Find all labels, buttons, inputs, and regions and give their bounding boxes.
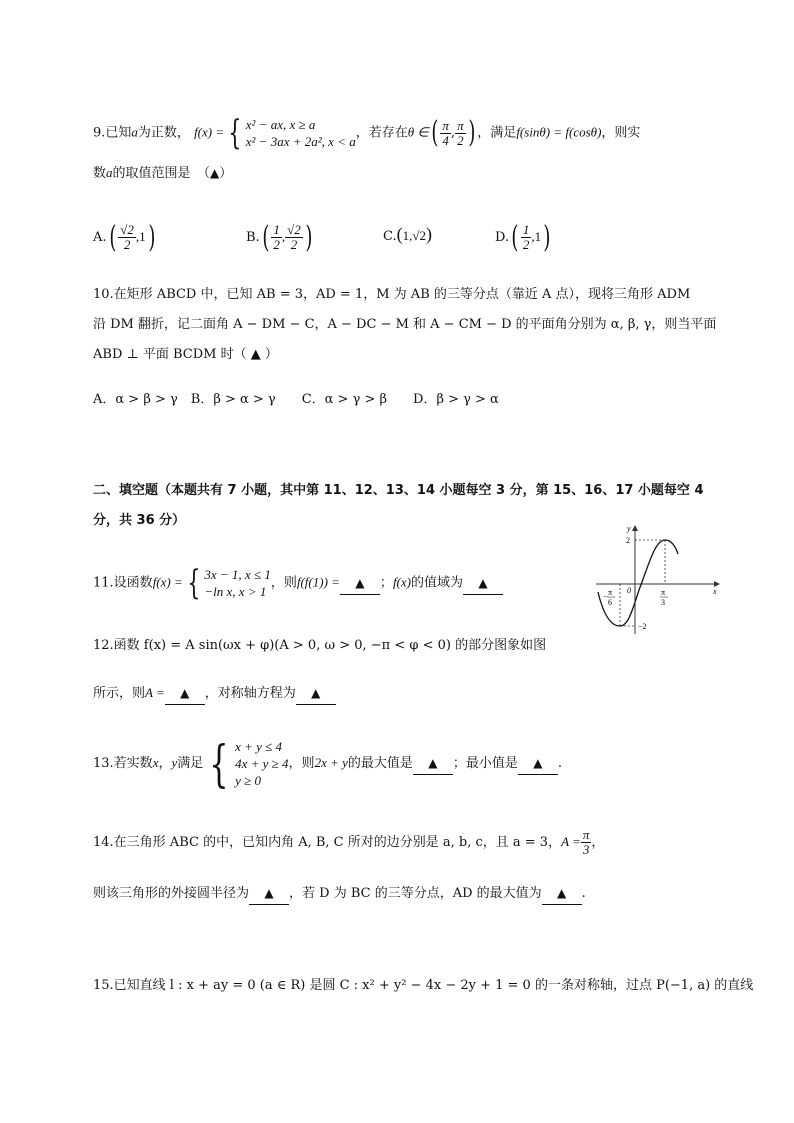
paren: ) <box>147 220 156 255</box>
q9-var-a: a <box>131 124 138 140</box>
answer-triangle: ▲ <box>180 686 190 700</box>
q14-text: . <box>581 886 586 901</box>
frac-num: π <box>582 827 590 842</box>
comma: , <box>135 229 140 244</box>
q12-text: 所示，则 <box>93 686 146 701</box>
q9-lparen: ( <box>431 115 439 150</box>
q9-option-b <box>246 220 315 255</box>
q9-text: 9.已知 <box>93 125 132 141</box>
q15-line1: 15.已知直线 l : x + ay = 0 (a ∈ R) 是圆 C : x² + y² − 4x − 2y + 1 = 0 的一条对称轴，过点 P(−1, a) 的直线 <box>93 978 754 993</box>
y-axis-label: y <box>627 524 631 533</box>
q9-text: 为正数， <box>137 125 190 141</box>
frac <box>118 223 136 252</box>
frac-num: 1 <box>273 222 280 237</box>
frac <box>521 222 535 252</box>
q11-brace: { <box>187 563 201 603</box>
answer-triangle: ▲ <box>478 575 488 590</box>
q9-text: ，则实 <box>601 125 641 141</box>
q13-conditions <box>235 738 288 789</box>
x-axis-label: x <box>713 587 717 596</box>
q11-case1: 3x − 1, x ≤ 1 <box>204 567 271 582</box>
num: 1 <box>534 229 542 244</box>
paren: ) <box>426 224 433 244</box>
q9-theta: θ ∈ <box>407 124 429 140</box>
q11-cases <box>204 566 270 600</box>
answer-blank <box>463 573 503 595</box>
paren: ( <box>108 220 116 255</box>
paren: ) <box>543 220 551 255</box>
paren: ( <box>396 224 403 244</box>
sine-graph <box>594 522 724 637</box>
q13-brace: { <box>209 734 229 793</box>
sine-curve <box>598 540 678 626</box>
q9-line2 <box>93 163 232 184</box>
q13-x: x <box>152 755 159 770</box>
q9-text: ） <box>219 166 233 181</box>
q12-text: ，对称轴方程为 <box>204 686 296 701</box>
answer-blank <box>296 683 336 705</box>
num: 1 <box>402 228 410 243</box>
paren: ) <box>305 220 313 255</box>
q9-condition: f(sinθ) = f(cosθ) <box>516 124 602 140</box>
q13-text: ；最小值是 <box>452 756 518 771</box>
frac-num: √2 <box>120 222 134 237</box>
q13-text: ，则 <box>288 756 315 771</box>
option-label: A. <box>93 230 107 245</box>
q9-case2: x² − 3ax + 2a², x < a <box>245 134 356 149</box>
q14-text: 则该三角形的外接圆半径为 <box>93 886 250 901</box>
option-label: B. <box>246 230 260 245</box>
q9-case1: x² − ax, x ≥ a <box>245 117 316 132</box>
q9-option-d <box>495 220 553 255</box>
q14-line2 <box>93 883 586 905</box>
frac-den: 2 <box>457 132 464 148</box>
q10-line3: ABD ⊥ 平面 BCDM 时（ ▲ ） <box>93 347 278 362</box>
q13-text: ， <box>158 756 172 771</box>
q13-c1: x + y ≤ 4 <box>235 739 283 754</box>
x-right-den: 3 <box>661 598 665 607</box>
q10-options: A．α > β > γ B．β > α > γ C．α > γ > β D．β > γ > α <box>93 392 499 407</box>
answer-triangle: ▲ <box>355 575 365 590</box>
section-heading: 二、填空题（本题共有 7 小题，其中第 11、12、13、14 小题每空 3 分，第 15、16、17 小题每空 4 <box>93 483 704 498</box>
q9-text: 的取值范围是 （ <box>112 166 211 181</box>
frac-den: 2 <box>123 237 131 252</box>
q9-rparen: ) <box>467 115 475 150</box>
q12-line1: 12.函数 f(x) = A sin(ωx + φ)(A > 0, ω > 0, −π < φ < 0) 的部分图象如图 <box>93 638 547 653</box>
comma: , <box>281 229 286 244</box>
q13-c2: 4x + y ≥ 4 <box>235 756 289 771</box>
x-left-den: 6 <box>608 598 612 607</box>
answer-triangle: ▲ <box>311 686 321 700</box>
q14-line1 <box>93 828 604 857</box>
q11-text: 的值域为 <box>410 575 463 591</box>
section-heading-2: 分，共 36 分） <box>93 513 186 528</box>
answer-triangle: ▲ <box>264 886 274 900</box>
q9-text: 数 <box>93 166 107 181</box>
frac-den: 2 <box>273 237 280 252</box>
frac-num: π <box>442 117 449 133</box>
comma: , <box>409 228 413 243</box>
q9-frac-pi2 <box>455 119 466 148</box>
frac-den: 2 <box>522 237 530 252</box>
q9-text: ，若存在 <box>355 125 408 141</box>
q13-text: . <box>557 756 563 771</box>
x-right-num: π <box>661 588 666 597</box>
frac-den: 4 <box>442 132 449 148</box>
y-bottom-label: −2 <box>638 622 647 631</box>
answer-blank <box>249 883 289 905</box>
x-left-sign: − <box>603 592 608 601</box>
q9-option-c <box>383 224 432 245</box>
q9-frac-pi4 <box>440 119 451 148</box>
frac-num: π <box>457 117 464 133</box>
num: √2 <box>412 228 427 243</box>
q14-text: ， <box>591 835 605 850</box>
q14-text: ，若 D 为 BC 的三等分点，AD 的最大值为 <box>289 886 542 901</box>
q11-line <box>93 563 503 603</box>
frac-num: √2 <box>287 222 301 237</box>
q10-line2: 沿 DM 翻折，记二面角 A − DM − C，A − DC − M 和 A − CM − D 的平面角分别为 α, β, γ，则当平面 <box>93 317 717 332</box>
q12-A: A = <box>145 685 165 700</box>
q13-line <box>93 734 563 793</box>
q11-fx2: f(x) <box>392 574 411 590</box>
q12-line2 <box>93 683 336 705</box>
answer-triangle: ▲ <box>210 166 220 180</box>
q11-fx: f(x) = <box>152 574 183 590</box>
q13-text: 满足 <box>177 756 204 771</box>
q14-A: A = <box>561 834 581 849</box>
q9-line1: 9.已知a为正数， f(x) = { x² − ax, x ≥ a x² − 3ax + 2a², x < a ，若存在θ ∈( $\frac{\pi}{4}$ , $\frac{\pi}{2}$ ) ，满足f(sinθ) = f(cosθ)，则实 <box>93 113 641 153</box>
answer-triangle: ▲ <box>557 886 567 900</box>
answer-blank <box>413 753 453 775</box>
num: 1 <box>139 229 146 244</box>
q9-option-a <box>93 220 157 255</box>
frac-den: 3 <box>582 842 590 857</box>
q14-text: 14.在三角形 ABC 的中，已知内角 A, B, C 所对的边分别是 a, b, c，且 a = 3， <box>93 835 562 850</box>
q10-line1: 10.在矩形 ABCD 中，已知 AB = 3，AD = 1，M 为 AB 的三等分点（靠近 A 点），现将三角形 ADM <box>93 287 691 302</box>
paren: ( <box>511 220 519 255</box>
paren: ( <box>262 220 270 255</box>
q14-frac <box>581 828 592 857</box>
q11-text: 11.设函数 <box>93 575 153 591</box>
frac-num: 1 <box>522 222 530 237</box>
answer-blank <box>165 683 205 705</box>
q13-y: y <box>171 755 178 770</box>
answer-triangle: ▲ <box>533 756 543 770</box>
answer-triangle: ▲ <box>428 756 438 770</box>
origin-label: 0 <box>627 586 631 595</box>
y-top-label: 2 <box>626 536 630 545</box>
q9-brace: { <box>228 113 242 153</box>
answer-blank <box>542 883 582 905</box>
q9-text: ，满足 <box>477 125 517 141</box>
x-left-num: π <box>608 588 613 597</box>
option-label: D. <box>495 230 510 245</box>
frac <box>285 223 303 252</box>
frac-den: 2 <box>290 237 298 252</box>
q13-text: 的最大值是 <box>347 756 413 771</box>
answer-blank <box>340 573 380 595</box>
q11-text: ； <box>379 575 393 591</box>
frac <box>271 223 282 252</box>
q13-c3: y ≥ 0 <box>235 773 261 788</box>
q13-text: 13.若实数 <box>93 756 153 771</box>
q11-case2: −ln x, x > 1 <box>204 584 267 599</box>
option-label: C. <box>383 229 397 244</box>
q11-ffx: f(f(1)) = <box>296 574 340 590</box>
q11-text: ，则 <box>270 575 297 591</box>
q9-fx: f(x) = <box>194 124 225 140</box>
comma: , <box>531 229 535 244</box>
answer-blank <box>518 753 558 775</box>
q9-cases <box>246 116 356 150</box>
q13-expr: 2x + y <box>314 755 348 770</box>
q9-var-a: a <box>106 165 113 180</box>
